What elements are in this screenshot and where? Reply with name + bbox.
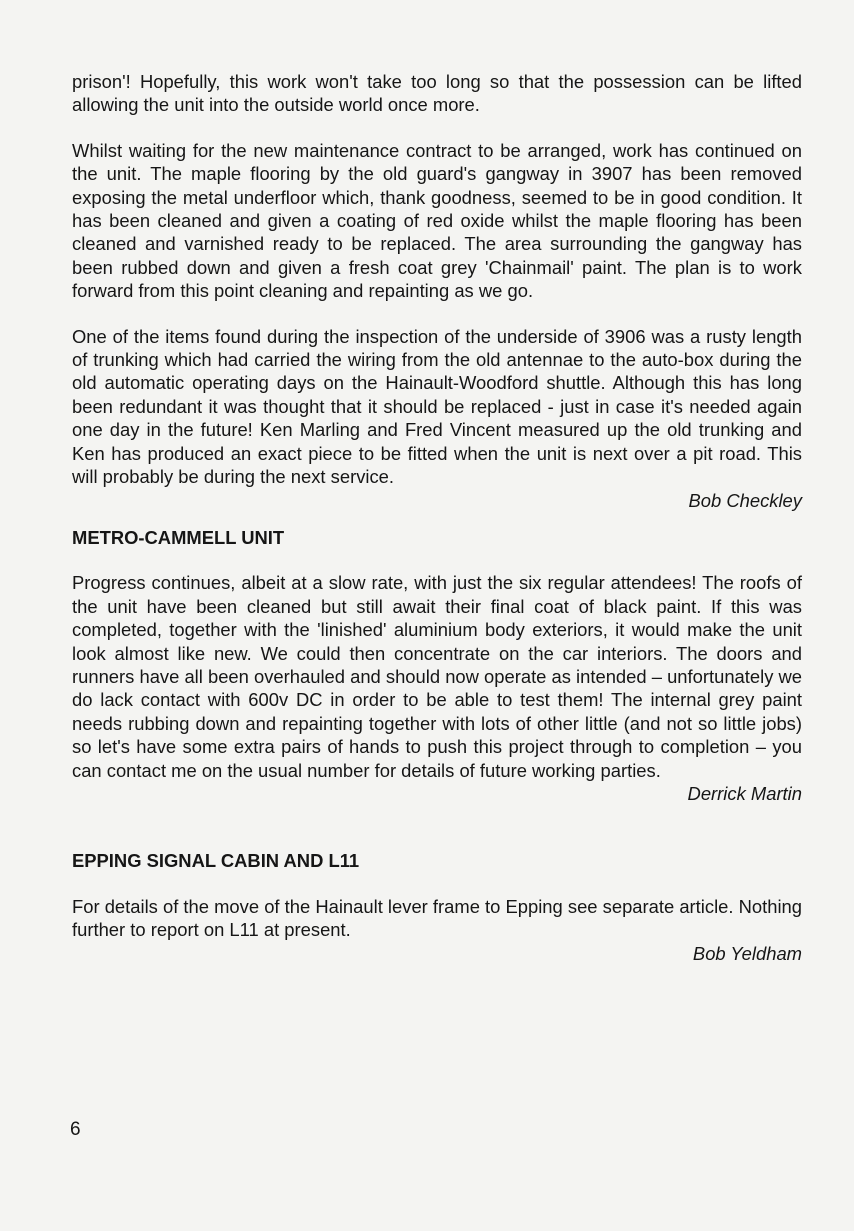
paragraph-prison: prison'! Hopefully, this work won't take too long so that the possession can be lifted allowing the unit into the outside world once more. bbox=[72, 71, 802, 116]
signature-bob-yeldham: Bob Yeldham bbox=[692, 942, 802, 964]
heading-epping-signal-cabin: EPPING SIGNAL CABIN AND L11 bbox=[72, 850, 360, 872]
page-content bbox=[72, 70, 802, 965]
page-number: 6 bbox=[70, 1119, 81, 1140]
paragraph-maintenance: Whilst waiting for the new maintenance contract to be arranged, work has continued on the unit. The maple flooring by the old guard's gangway in 3907 has been removed exposing the metal underfloor which, thank goodness, seemed to be in good condition. It has been cleaned and given a coating of red oxide whilst the maple flooring has been cleaned and varnished ready to be replaced. The area surrounding the gangway has been rubbed down and given a fresh coat grey 'Chainmail' paint. The plan is to work forward from this point cleaning and repainting as we go. bbox=[72, 139, 802, 302]
paragraph-epping: For details of the move of the Hainault lever frame to Epping see separate article. Nothing further to report on L11 at present. bbox=[72, 895, 802, 941]
signature-derrick-martin: Derrick Martin bbox=[687, 782, 802, 804]
signature-bob-checkley: Bob Checkley bbox=[688, 489, 802, 511]
paragraph-metro-cammell: Progress continues, albeit at a slow rate, with just the six regular attendees! The roofs of the unit have been cleaned but still await their final coat of black paint. If this was completed, together with the 'linished' aluminium body exteriors, it would make the unit look almost like new. We could then concentrate on the car interiors. The doors and runners have all been overhauled and should now operate as intended – unfortunately we do lack contact with 600v DC in order to be able to test them! The internal grey paint needs rubbing down and repainting together with lots of other little (and not so little jobs) so let's have some extra pairs of hands to push this project through to completion – you can contact me on the usual number for details of future working parties. bbox=[72, 572, 803, 781]
paragraph-trunking: One of the items found during the inspection of the underside of 3906 was a rusty length of trunking which had carried the wiring from the old antennae to the auto-box during the old automatic operating days on the Hainault-Woodford shuttle. Although this has long been redundant it was thought that it should be replaced - just in case it's needed again one day in the future! Ken Marling and Fred Vincent measured up the old trunking and Ken has produced an exact piece to be fitted when the unit is next over a pit road. This will probably be during the next service. bbox=[72, 325, 802, 488]
heading-metro-cammell: METRO-CAMMELL UNIT bbox=[72, 526, 285, 548]
